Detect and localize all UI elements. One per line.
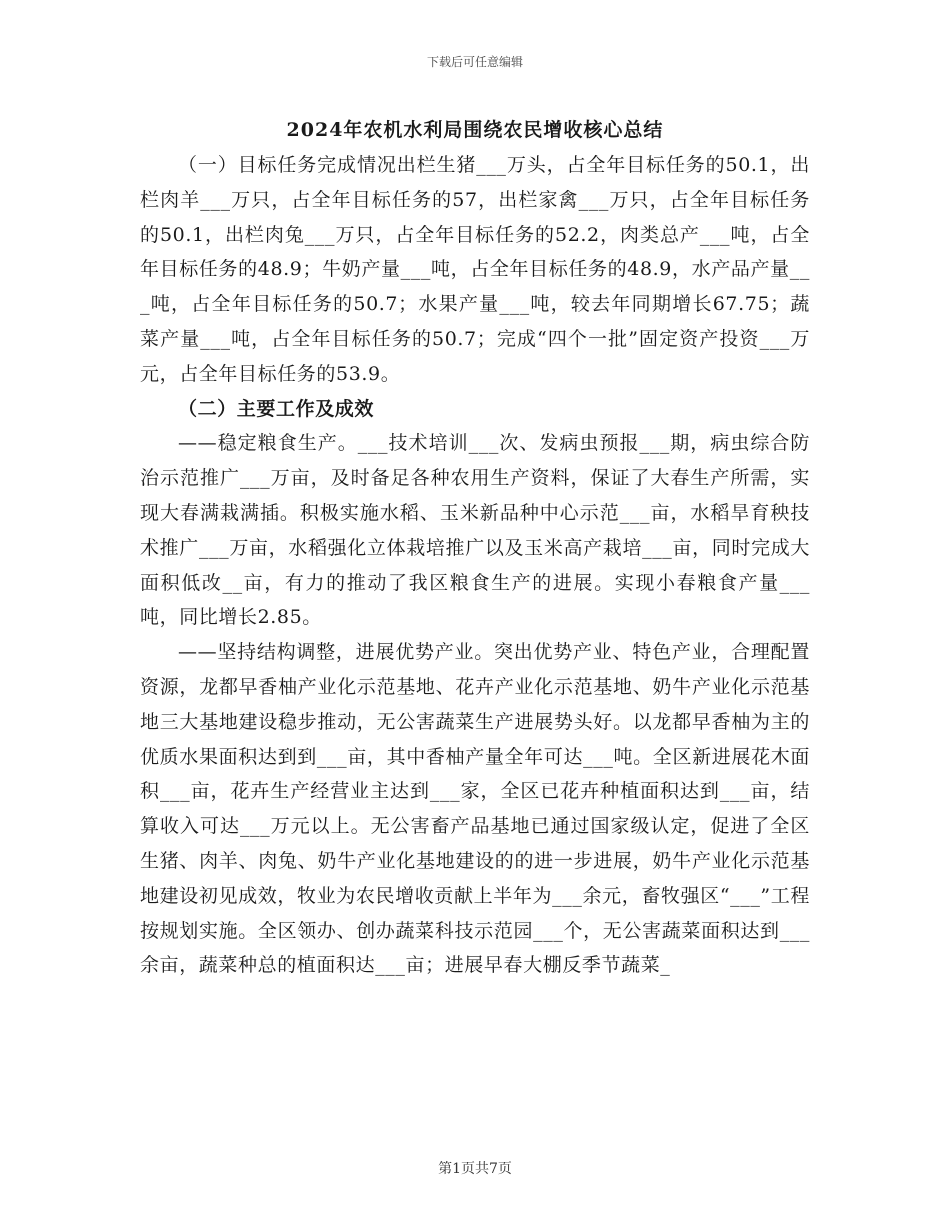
paragraph-structure-adjustment: ——坚持结构调整，进展优势产业。突出优势产业、特色产业，合理配置资源，龙都早香柚产业化示范基地、花卉产业化示范基地、奶牛产业化示范基地三大基地建设稳步推动，无公害蔬菜生产进展势头好。以龙都早香柚为主的优质水果面积达到到___亩，其中香柚产量全年可达___吨。全区新进展花木面积___亩，花卉生产经营业主达到___家，全区已花卉种植面积达到___亩，结算收入可达___万元以上。无公害畜产品基地已通过国家级认定，促进了全区生猪、肉羊、肉兔、奶牛产业化基地建设的的进一步进展，奶牛产业化示范基地建设初见成效，牧业为农民增收贡献上半年为___余元，畜牧强区“___”工程按规划实施。全区领办、创办蔬菜科技示范园___个，无公害蔬菜面积达到___余亩，蔬菜种总的植面积达___亩；进展早春大棚反季节蔬菜_ [140,641,810,977]
document-title: 2024年农机水利局围绕农民增收核心总结 [286,119,664,141]
page-number: 第1页共7页 [438,1161,512,1177]
page-header-note: 下载后可任意编辑 [426,55,523,69]
paragraph-targets: （一）目标任务完成情况出栏生猪___万头，占全年目标任务的50.1，出栏肉羊___万只，占全年目标任务的57，出栏家禽___万只，占全年目标任务的50.1，出栏肉兔___万只，占全年目标任务的52.2，肉类总产___吨，占全年目标任务的48.9；牛奶产量___吨，占全年目标任务的48.9，水产品产量___吨，占全年目标任务的50.7；水果产量___吨，较去年同期增长67.75；蔬菜产量___吨，占全年目标任务的50.7；完成“四个一批”固定资产投资___万元，占全年目标任务的53.9。 [140,154,810,385]
document-body [140,148,810,983]
paragraph-grain-production: ——稳定粮食生产。___技术培训___次、发病虫预报___期，病虫综合防治示范推广___万亩，及时备足各种农用生产资料，保证了大春生产所需，实现大春满栽满插。积极实施水稻、玉米新品种中心示范___亩，水稻旱育秧技术推广___万亩，水稻强化立体栽培推广以及玉米高产栽培___亩，同时完成大面积低改__亩，有力的推动了我区粮食生产的进展。实现小春粮食产量___吨，同比增长2.85。 [140,432,810,629]
section-heading-main-work: （二）主要工作及成效 [178,397,375,420]
